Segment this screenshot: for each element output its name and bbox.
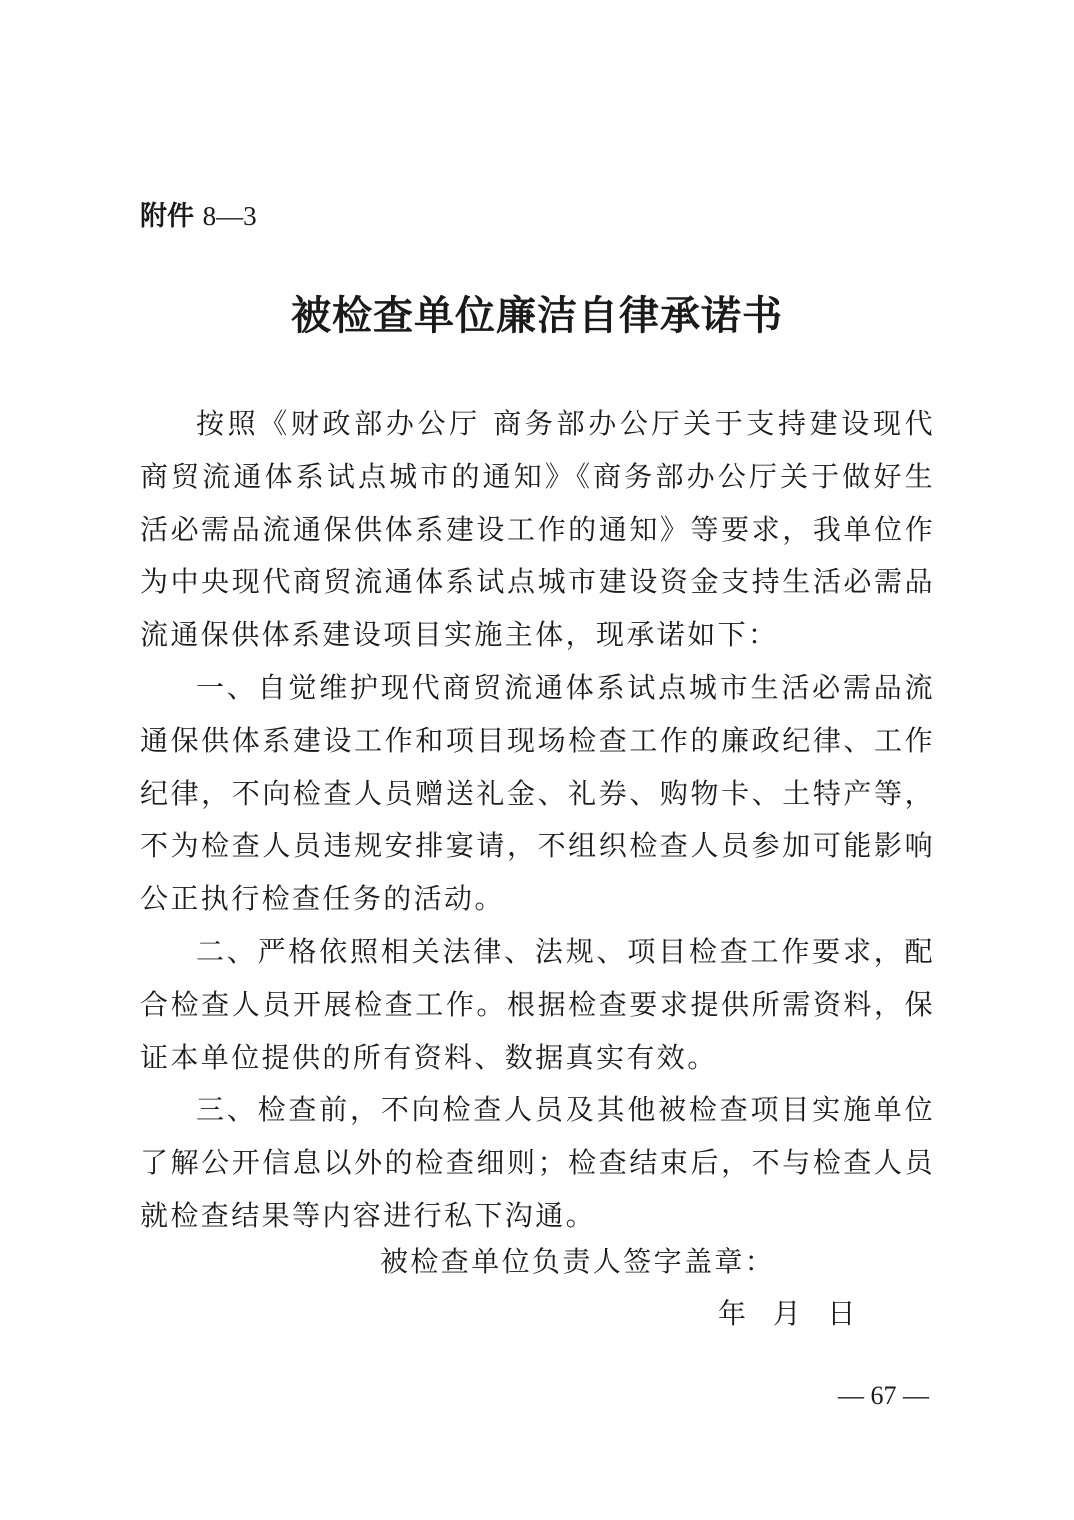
attachment-word: 附件 — [140, 201, 194, 232]
paragraph-commitment-1: 一、自觉维护现代商贸流通体系试点城市生活必需品流通保供体系建设工作和项目现场检查工作的廉政纪律、工作纪律，不向检查人员赠送礼金、礼券、购物卡、土特产等，不为检查人员违规安排宴请，不组织检查人员参加可能影响公正执行检查任务的活动。 — [140, 670, 935, 916]
document-title: 被检查单位廉洁自律承诺书 — [291, 293, 783, 339]
attachment-number: 8—3 — [202, 201, 257, 231]
attachment-label — [140, 196, 257, 237]
paragraph-commitment-3: 三、检查前，不向检查人员及其他被检查项目实施单位了解公开信息以外的检查细则；检查结束后，不与检查人员就检查结果等内容进行私下沟通。 — [140, 1093, 935, 1232]
page-number: — 67 — — [838, 1381, 929, 1410]
signature-label: 被检查单位负责人签字盖章： — [380, 1245, 776, 1278]
document-body — [140, 398, 935, 1243]
signature-date: 年 月 日 — [718, 1297, 856, 1330]
paragraph-commitment-2: 二、严格依照相关法律、法规、项目检查工作要求，配合检查人员开展检查工作。根据检查要求提供所需资料，保证本单位提供的所有资料、数据真实有效。 — [140, 934, 935, 1074]
paragraph-intro: 按照《财政部办公厅 商务部办公厅关于支持建设现代商贸流通体系试点城市的通知》《商务部办公厅关于做好生活必需品流通保供体系建设工作的通知》等要求，我单位作为中央现代商贸流通体系试点城市建设资金支持生活必需品流通保供体系建设项目实施主体，现承诺如下： — [140, 407, 935, 652]
